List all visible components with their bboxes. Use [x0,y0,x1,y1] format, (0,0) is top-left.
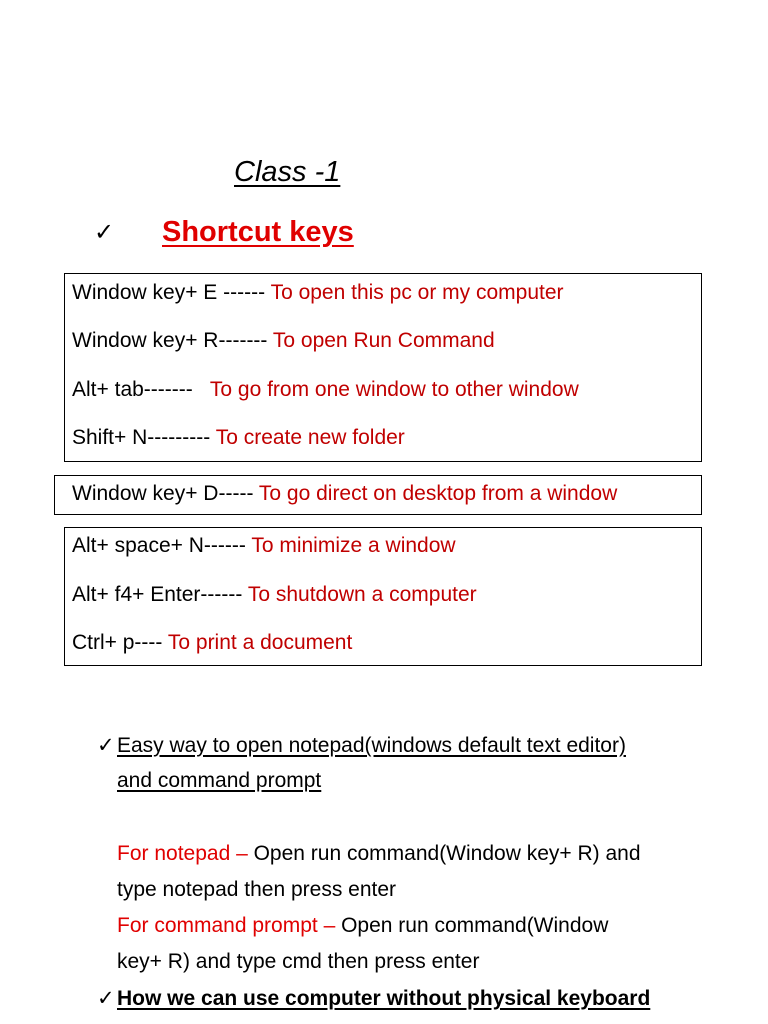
tip-heading-notepad [97,733,626,758]
cmd-instruction [117,914,608,938]
shortcut-desc: To shutdown a computer [247,583,477,606]
shortcut-desc: To open Run Command [272,329,495,352]
cmd-text: Open run command(Window [341,914,609,937]
shortcut-key: Ctrl+ p---- [72,631,168,654]
notepad-instruction [117,842,641,866]
notepad-label: For notepad – [117,842,254,865]
tip-heading-line: Easy way to open notepad(windows default text editor) [117,734,626,757]
shortcut-desc: To go direct on desktop from a window [258,482,618,505]
shortcut-key: Alt+ tab------- [72,378,210,401]
shortcut-desc: To go from one window to other window [209,378,579,401]
shortcut-row [72,482,617,506]
tip-heading-line: and command prompt [117,769,322,792]
shortcut-key: Shift+ N--------- [72,426,216,449]
shortcut-box-2 [54,475,702,515]
shortcut-desc: To print a document [167,631,353,654]
shortcut-box-3 [64,527,702,666]
tip-heading-keyboard [97,986,650,1011]
shortcut-row [72,281,564,305]
shortcut-row [72,426,405,450]
section-heading: Shortcut keys [162,216,354,248]
shortcut-key: Alt+ space+ N------ [72,534,252,557]
shortcut-key: Window key+ D----- [72,482,259,505]
shortcut-row [72,631,352,655]
checkmark-icon: ✓ [94,219,115,246]
notepad-instruction-continued: type notepad then press enter [117,878,397,901]
shortcut-desc: To open this pc or my computer [270,281,564,304]
checkmark-icon: ✓ [97,734,115,757]
shortcut-row [72,329,495,353]
tip-heading-notepad-continued [117,769,321,793]
shortcut-row [72,534,456,558]
shortcut-key: Window key+ R------- [72,329,273,352]
shortcut-box-1 [64,273,702,462]
shortcut-desc: To minimize a window [251,534,456,557]
page-title: Class -1 [234,156,341,188]
shortcut-row [72,583,477,607]
cmd-label: For command prompt – [117,914,342,937]
checkmark-icon: ✓ [97,987,115,1010]
notepad-text: Open run command(Window key+ R) and [253,842,641,865]
shortcut-row [72,378,579,402]
shortcut-desc: To create new folder [215,426,405,449]
shortcut-key: Window key+ E ------ [72,281,271,304]
cmd-instruction-continued: key+ R) and type cmd then press enter [117,950,480,973]
tip-heading-line: How we can use computer without physical keyboard [117,987,651,1010]
shortcut-key: Alt+ f4+ Enter------ [72,583,248,606]
